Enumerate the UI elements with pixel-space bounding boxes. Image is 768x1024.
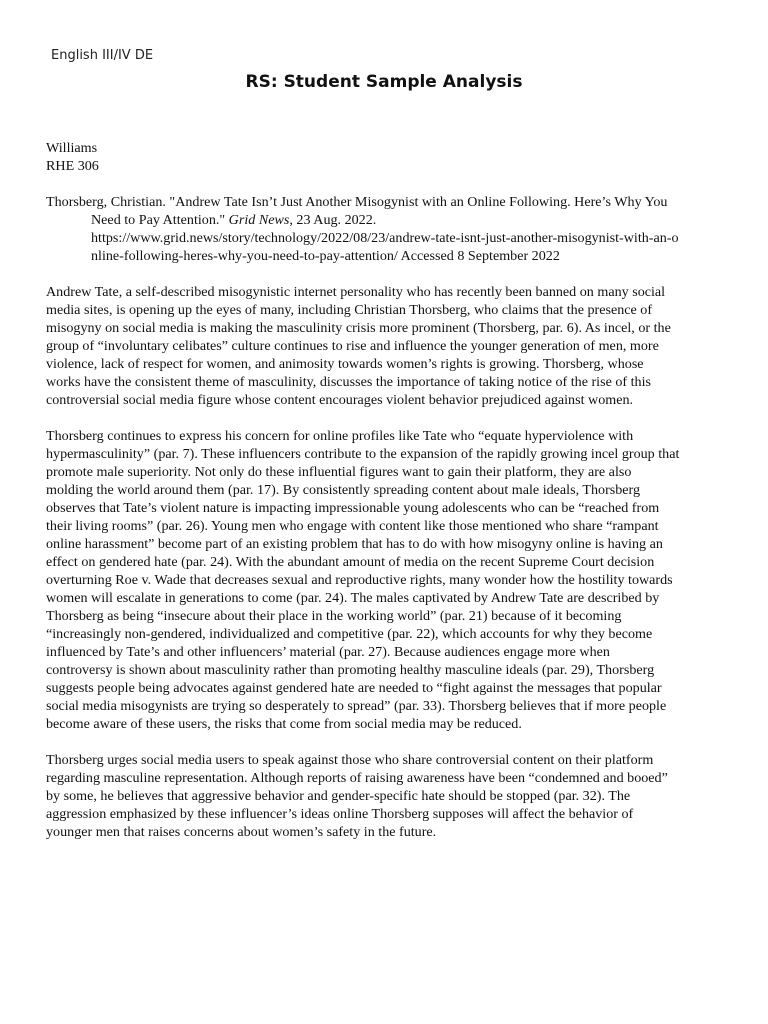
paragraph-line: younger men that raises concerns about women’s safety in the future. bbox=[46, 824, 437, 840]
paragraph-line: “increasingly non-gendered, individualized and competitive (par. 22), which accounts for why they become bbox=[46, 626, 653, 642]
citation-line: Thorsberg, Christian. "Andrew Tate Isn’t Just Another Misogynist with an Online Following. Here’s Why You bbox=[46, 194, 668, 210]
course-code: RHE 306 bbox=[46, 158, 99, 174]
paragraph-line: observes that Tate’s violent nature is impacting impressionable young adolescents who can be “reached from bbox=[46, 500, 660, 516]
paragraph-line: Andrew Tate, a self-described misogynistic internet personality who has recently been banned on many social bbox=[46, 284, 666, 300]
citation-line bbox=[46, 211, 728, 229]
paragraph-line: hypermasculinity” (par. 7). These influencers contribute to the expansion of the rapidly growing incel group that bbox=[46, 446, 680, 462]
paragraph-line: misogyny on social media is making the masculinity crisis more prominent (Thorsberg, par. 6). As incel, or the bbox=[46, 320, 671, 336]
paragraph-line: Thorsberg as being “insecure about their place in the working world” (par. 21) because of it becoming bbox=[46, 608, 622, 624]
citation-text: Need to Pay Attention." bbox=[91, 212, 229, 228]
citation-text: , 23 Aug. 2022. bbox=[289, 212, 377, 228]
paragraph bbox=[46, 283, 728, 409]
paragraph-line: social media misogynists are trying so desperately to spread” (par. 33). Thorsberg believes that if more people bbox=[46, 698, 667, 714]
document-body bbox=[46, 139, 728, 841]
paragraph-line: Thorsberg continues to express his concern for online profiles like Tate who “equate hyperviolence with bbox=[46, 428, 634, 444]
paragraph-line: aggression emphasized by these influencer’s ideas online Thorsberg supposes will affect the behavior of bbox=[46, 806, 634, 822]
paragraph-line: works have the consistent theme of masculinity, discusses the importance of taking notice of the rise of this bbox=[46, 374, 651, 390]
paragraph bbox=[46, 751, 728, 841]
citation-url-line: nline-following-heres-why-you-need-to-pay-attention/ Accessed 8 September 2022 bbox=[91, 248, 560, 264]
paragraph-line: by some, he believes that aggressive behavior and gender-specific hate should be stopped (par. 32). The bbox=[46, 788, 631, 804]
paragraph-line: promote male superiority. Not only do these influential figures want to gain their platform, they are also bbox=[46, 464, 632, 480]
paragraph bbox=[46, 427, 728, 733]
citation-source-title: Grid News bbox=[228, 212, 290, 228]
paragraph-line: group of “involuntary celibates” culture continues to rise and influence the younger generation of men, more bbox=[46, 338, 659, 354]
author-name: Williams bbox=[46, 140, 98, 156]
paragraph-line: media sites, is opening up the eyes of many, including Christian Thorsberg, who claims that the presence of bbox=[46, 302, 653, 318]
citation-url-line: https://www.grid.news/story/technology/2022/08/23/andrew-tate-isnt-just-another-misogynist-with-an-o bbox=[91, 230, 679, 246]
paragraph-line: regarding masculine representation. Although reports of raising awareness have been “condemned and booed” bbox=[46, 770, 668, 786]
works-cited-entry bbox=[46, 193, 728, 265]
paragraph-line: controversial social media figure whose content encourages violent behavior prejudiced against women. bbox=[46, 392, 634, 408]
paragraph-line: Thorsberg urges social media users to speak against those who share controversial content on their platform bbox=[46, 752, 654, 768]
paragraph-line: their living rooms” (par. 26). Young men who engage with content like those mentioned who share “rampant bbox=[46, 518, 659, 534]
paragraph-line: effect on gendered hate (par. 24). With the abundant amount of media on the recent Supreme Court decision bbox=[46, 554, 655, 570]
document-title: RS: Student Sample Analysis bbox=[245, 72, 523, 92]
paragraph-line: influenced by Tate’s and other influencers’ material (par. 27). Because audiences engage more when bbox=[46, 644, 610, 660]
paragraph-line: online harassment” become part of an existing problem that has to do with how misogyny online is having an bbox=[46, 536, 663, 552]
paragraph-line: violence, lack of respect for women, and animosity towards women’s rights is growing. Thorsberg, whose bbox=[46, 356, 644, 372]
course-header: English III/IV DE bbox=[51, 48, 154, 63]
paragraph-line: controversy is shown about masculinity rather than promoting healthy masculine ideals (par. 29), Thorsberg bbox=[46, 662, 655, 678]
paragraph-line: molding the world around them (par. 17). By consistently spreading content about male ideals, Thorsberg bbox=[46, 482, 641, 498]
paragraph-line: suggests people being advocates against gendered hate are needed to “fight against the messages that popular bbox=[46, 680, 662, 696]
paragraph-line: overturning Roe v. Wade that decreases sexual and reproductive rights, many wonder how the hostility towards bbox=[46, 572, 673, 588]
paragraph-line: become aware of these users, the risks that come from social media may be reduced. bbox=[46, 716, 522, 732]
paragraph-line: women will escalate in generations to come (par. 24). The males captivated by Andrew Tate are described by bbox=[46, 590, 660, 606]
